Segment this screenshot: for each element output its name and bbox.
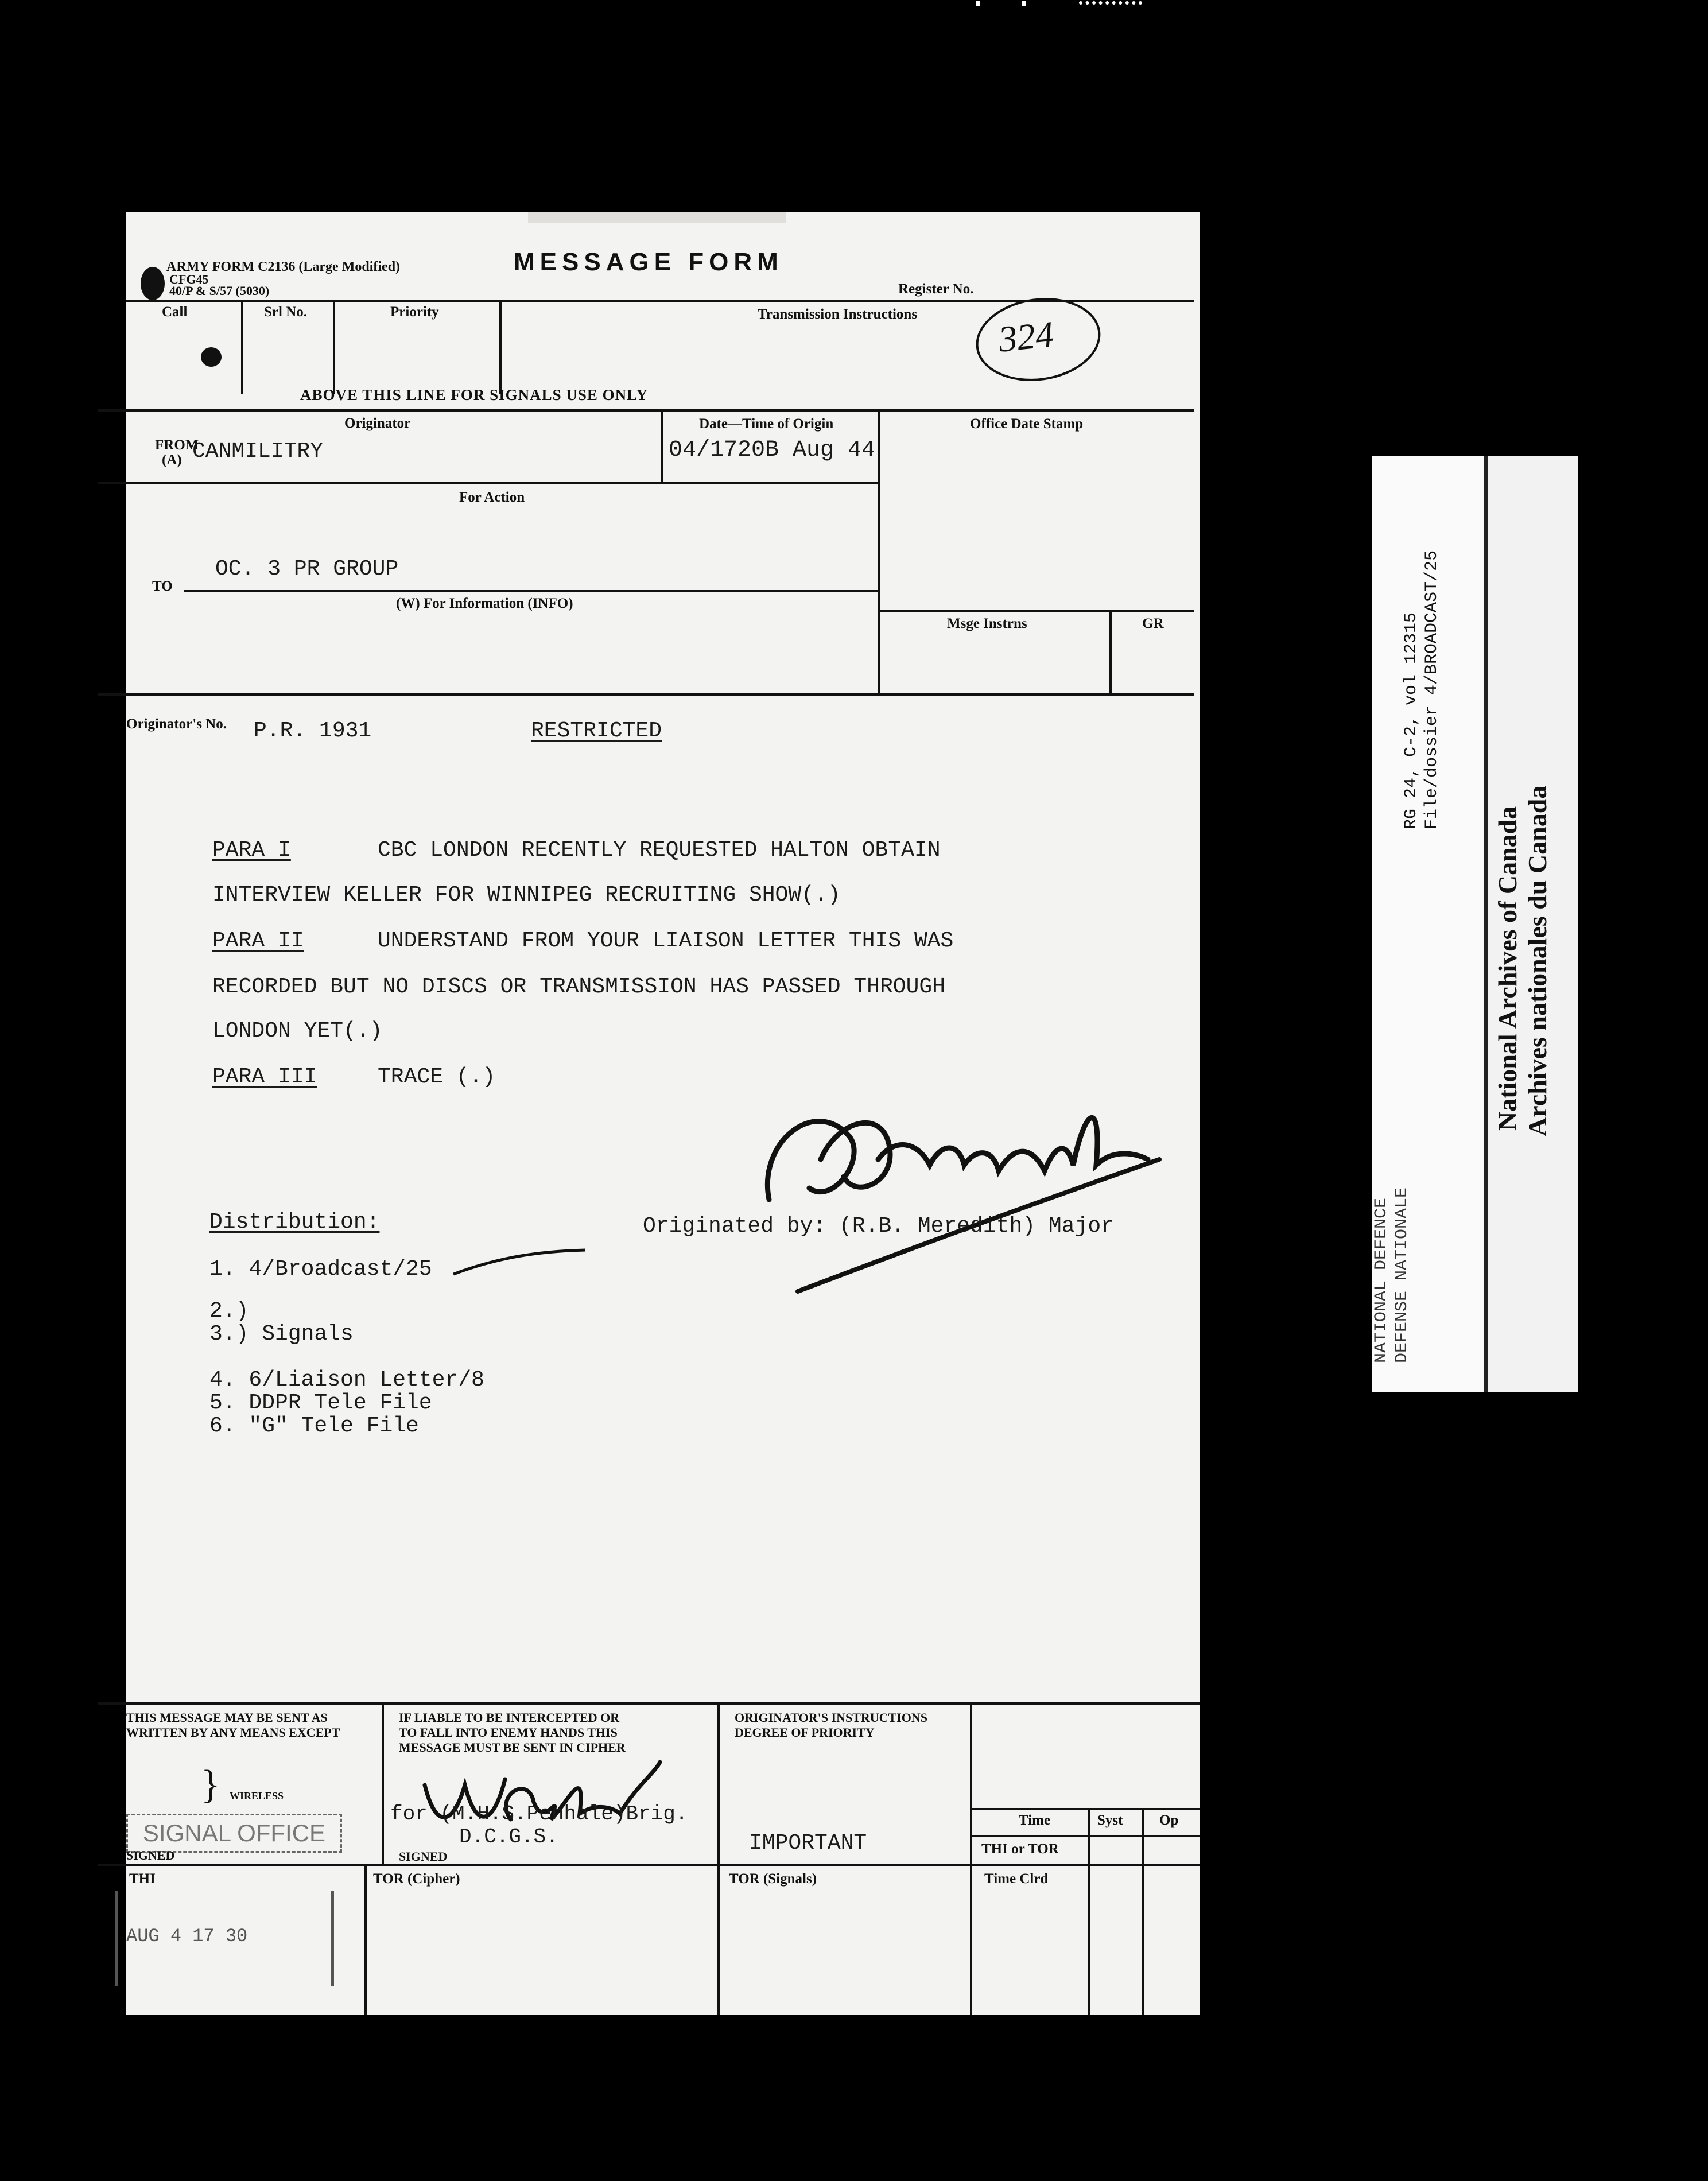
rule	[661, 409, 663, 482]
from-a-label: (A)	[162, 452, 182, 468]
tor-cipher-label: TOR (Cipher)	[373, 1871, 460, 1887]
register-no-label: Register No.	[898, 281, 974, 297]
transmission-label: Transmission Instructions	[758, 306, 918, 322]
body-line: LONDON YET(.)	[212, 1019, 383, 1043]
originators-no-value: P.R. 1931	[254, 719, 372, 743]
thi-label: THI	[129, 1871, 156, 1887]
para-2-text: UNDERSTAND FROM YOUR LIAISON LETTER THIS WAS	[378, 929, 954, 953]
rule	[364, 1864, 367, 2015]
archive-ref-line-1: RG 24, C-2, vol 12315	[1402, 612, 1421, 829]
rule	[717, 1864, 720, 2015]
signed-label-mid: SIGNED	[399, 1849, 448, 1864]
distribution-item: 6. "G" Tele File	[209, 1414, 419, 1438]
msge-instrns-label: Msge Instrns	[947, 616, 1027, 631]
form-title: MESSAGE FORM	[514, 248, 783, 276]
para-1-label: PARA I	[212, 838, 291, 863]
distribution-item: 4. 6/Liaison Letter/8	[209, 1368, 484, 1392]
classification: RESTRICTED	[531, 719, 662, 743]
scan-speck	[976, 1, 980, 6]
rule	[970, 1808, 1200, 1810]
gr-label: GR	[1142, 616, 1164, 631]
defence-fr: DEFENSE NATIONALE	[1392, 1187, 1412, 1363]
rule	[382, 1702, 384, 1865]
meredith-signature	[746, 1073, 1182, 1314]
distribution-item: 2.)	[209, 1299, 249, 1324]
may-be-sent-text: THIS MESSAGE MAY BE SENT AS WRITTEN BY ANY MEANS EXCEPT	[126, 1710, 340, 1740]
distribution-item: 5. DDPR Tele File	[209, 1391, 432, 1415]
handwritten-number-text: 324	[996, 313, 1056, 360]
defence-en: NATIONAL DEFENCE	[1372, 1197, 1391, 1363]
para-3-text: TRACE (.)	[378, 1065, 496, 1089]
date-stamp: AUG 4 17 30	[126, 1926, 248, 1947]
archives-en: National Archives of Canada	[1493, 806, 1522, 1131]
rule	[878, 610, 1194, 612]
op-label: Op	[1159, 1813, 1179, 1828]
cipher-notice: IF LIABLE TO BE INTERCEPTED OR TO FALL INTO ENEMY HANDS THIS MESSAGE MUST BE SENT IN CIPHER	[399, 1710, 626, 1755]
body-line: RECORDED BUT NO DISCS OR TRANSMISSION HAS PASSED THROUGH	[212, 975, 946, 999]
for-action-label: For Action	[459, 490, 525, 505]
rule	[98, 409, 1194, 412]
para-2-label: PARA II	[212, 929, 304, 953]
distribution-heading: Distribution:	[209, 1210, 380, 1235]
to-label: TO	[152, 579, 173, 594]
time-clrd-label: Time Clrd	[984, 1871, 1049, 1887]
cfg-label: CFG45	[169, 272, 209, 286]
card-fold	[1484, 456, 1488, 1392]
from-label: FROM	[155, 437, 199, 453]
originator-label: Originator	[344, 416, 411, 431]
syst-label: Syst	[1097, 1813, 1123, 1828]
rule	[970, 1864, 1200, 1866]
from-value: CANMILITRY	[192, 439, 324, 464]
tor-signals-label: TOR (Signals)	[729, 1871, 817, 1887]
wireless-label: WIRELESS	[230, 1790, 284, 1802]
archive-ref-line-2: File/dossier 4/BROADCAST/25	[1422, 550, 1442, 829]
rule	[98, 693, 1194, 696]
signed-label-left: SIGNED	[126, 1848, 175, 1862]
call-label: Call	[162, 304, 188, 320]
distribution-item: 3.) Signals	[209, 1322, 354, 1346]
office-date-stamp-label: Office Date Stamp	[970, 416, 1084, 432]
torn-edge	[528, 212, 786, 223]
for-info-label: (W) For Information (INFO)	[396, 596, 573, 611]
originators-instructions-label: ORIGINATOR'S INSTRUCTIONS DEGREE OF PRIORITY	[735, 1710, 927, 1740]
ps-label: 40/P & S/57 (5030)	[169, 284, 270, 298]
distribution-stroke	[453, 1245, 591, 1280]
body-line: INTERVIEW KELLER FOR WINNIPEG RECRUITING SHOW(.)	[212, 883, 841, 907]
time-label: Time	[1019, 1813, 1051, 1828]
rule	[717, 1702, 720, 1865]
scan-speck	[1079, 1, 1142, 8]
originators-no-label: Originator's No.	[126, 716, 227, 732]
brace: }	[201, 1763, 220, 1807]
srl-label: Srl No.	[264, 304, 307, 320]
signal-office-stamp: SIGNAL OFFICE	[126, 1814, 342, 1853]
rule	[1142, 1808, 1144, 2015]
thi-or-tor-label: THI or TOR	[981, 1841, 1059, 1857]
for-signatory: for (M.H.S.Penhale)Brig.	[390, 1802, 688, 1826]
dcgs: D.C.G.S.	[459, 1825, 558, 1849]
priority-label: Priority	[390, 304, 439, 320]
to-value: OC. 3 PR GROUP	[215, 557, 399, 581]
originated-by: Originated by: (R.B. Meredith) Major	[643, 1214, 1114, 1239]
army-form-label: ARMY FORM C2136 (Large Modified)	[166, 259, 401, 274]
archive-reference-card	[1372, 456, 1578, 1392]
signals-use-label: ABOVE THIS LINE FOR SIGNALS USE ONLY	[300, 386, 649, 403]
punch-hole	[141, 267, 165, 300]
para-1-text: CBC LONDON RECENTLY REQUESTED HALTON OBTAIN	[378, 838, 941, 863]
ink-mark	[201, 347, 222, 367]
rule	[98, 1864, 970, 1866]
rule	[98, 482, 878, 484]
rule	[333, 300, 335, 394]
rule	[878, 409, 880, 696]
rule	[1088, 1808, 1090, 2015]
date-time-label: Date—Time of Origin	[699, 416, 834, 432]
para-3-label: PARA III	[212, 1065, 317, 1089]
rule	[241, 300, 243, 394]
archives-fr: Archives nationales du Canada	[1523, 785, 1552, 1136]
rule	[970, 1702, 972, 2015]
rule	[970, 1835, 1200, 1837]
priority-value: IMPORTANT	[749, 1831, 867, 1856]
rule	[184, 590, 878, 592]
scan-speck	[1022, 1, 1026, 6]
rule	[499, 300, 502, 394]
distribution-item: 1. 4/Broadcast/25	[209, 1257, 432, 1282]
rule	[98, 1702, 1200, 1705]
date-time-value: 04/1720B Aug 44	[669, 437, 876, 463]
rule	[1109, 610, 1112, 696]
message-form-paper	[126, 212, 1200, 2015]
